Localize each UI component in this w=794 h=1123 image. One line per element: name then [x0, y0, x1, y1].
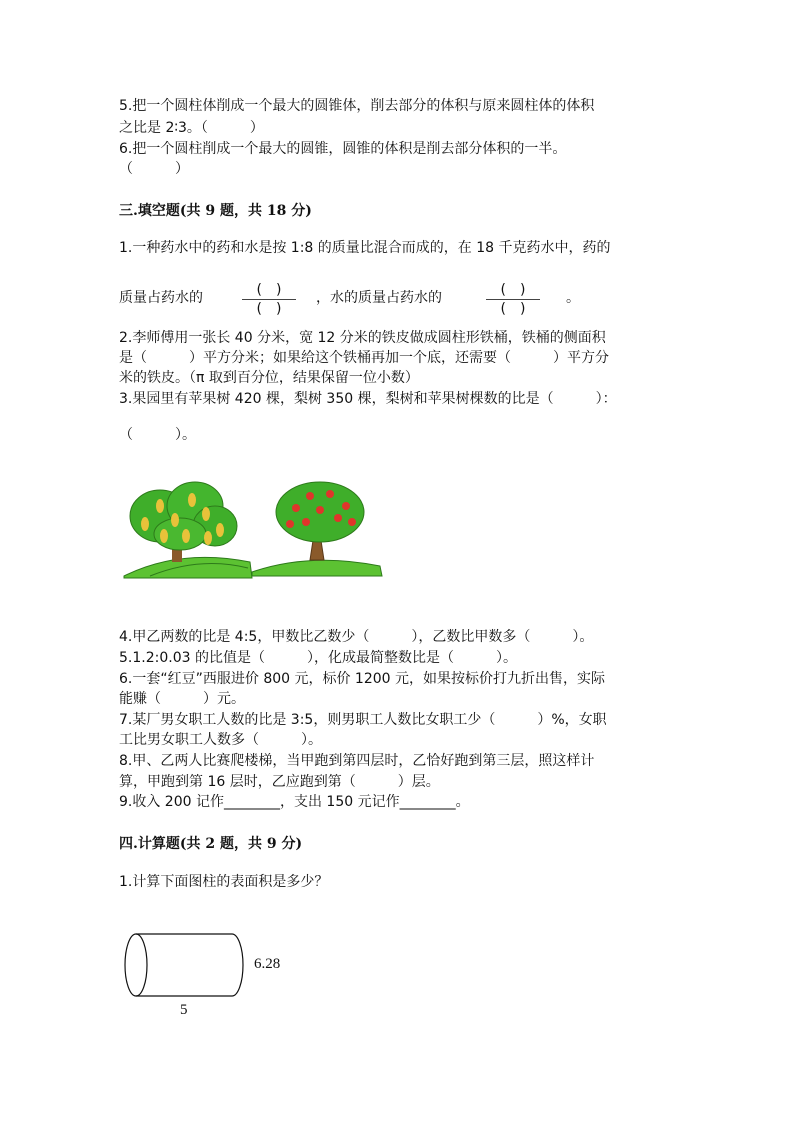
fraction-blank-drug [246, 281, 292, 318]
fill-q4: 4.甲乙两数的比是 4:5，甲数比乙数少（ ），乙数比甲数多（ ）。 [119, 629, 594, 645]
fraction-numerator: ( ) [256, 282, 282, 298]
fill-q3-line2: （ ）。 [119, 427, 196, 443]
fraction-bar [242, 299, 296, 300]
fill-q6-line2: 能赚（ ）元。 [119, 691, 245, 707]
fill-q1-part-a: 质量占药水的 [119, 290, 203, 306]
fill-q3-line1: 3.果园里有苹果树 420 棵，梨树 350 棵，梨树和苹果树棵数的比是（ ）： [119, 391, 617, 407]
calc-q1: 1.计算下面图柱的表面积是多少？ [119, 874, 329, 890]
pear-tree-icon [124, 482, 252, 578]
fill-q9: 9.收入 200 记作________，支出 150 元记作________。 [119, 794, 470, 810]
fill-q2-line2: 是（ ）平方分米；如果给这个铁桶再加一个底，还需要（ ）平方分 [119, 350, 609, 366]
section-3-title: 三.填空题(共 9 题，共 18 分) [119, 203, 312, 219]
fraction-blank-water [490, 281, 536, 318]
cylinder-height-label: 6.28 [254, 956, 281, 972]
judge-q6-line2: （ ） [119, 161, 189, 177]
fill-q5: 5.1.2:0.03 的比值是（ ），化成最简整数比是（ ）。 [119, 650, 517, 666]
fill-q7-line1: 7.某厂男女职工人数的比是 3:5，则男职工人数比女职工少（ ）%，女职 [119, 712, 607, 728]
fill-q2-line1: 2.李师傅用一张长 40 分米，宽 12 分米的铁皮做成圆柱形铁桶，铁桶的侧面积 [119, 330, 606, 346]
fill-q1-part-c: 。 [566, 290, 580, 306]
fill-q8-line2: 算，甲跑到第 16 层时，乙应跑到第（ ）层。 [119, 774, 440, 790]
trees-illustration [120, 476, 390, 584]
fraction-denominator: ( ) [256, 301, 282, 317]
cylinder-figure [122, 930, 252, 1002]
fill-q1-part-b: ，水的质量占药水的 [316, 290, 442, 306]
fraction-numerator: ( ) [500, 282, 526, 298]
judge-q5-line2: 之比是 2∶3。（ ） [119, 120, 264, 136]
fill-q1-line1: 1.一种药水中的药和水是按 1:8 的质量比混合而成的，在 18 千克药水中，药的 [119, 240, 611, 256]
apple-tree-icon [252, 482, 382, 576]
fill-q2-line3: 米的铁皮。（π 取到百分位，结果保留一位小数） [119, 370, 419, 386]
fraction-denominator: ( ) [500, 301, 526, 317]
fill-q7-line2: 工比男女职工人数多（ ）。 [119, 732, 322, 748]
fill-q6-line1: 6.一套“红豆”西服进价 800 元，标价 1200 元，如果按标价打九折出售，实际 [119, 671, 606, 687]
cylinder-length-label: 5 [180, 1002, 188, 1018]
fraction-bar [486, 299, 540, 300]
judge-q6-line1: 6.把一个圆柱削成一个最大的圆锥，圆锥的体积是削去部分体积的一半。 [119, 141, 567, 157]
judge-q5-line1: 5.把一个圆柱体削成一个最大的圆锥体，削去部分的体积与原来圆柱体的体积 [119, 98, 595, 114]
fill-q8-line1: 8.甲、乙两人比赛爬楼梯，当甲跑到第四层时，乙恰好跑到第三层，照这样计 [119, 753, 595, 769]
section-4-title: 四.计算题(共 2 题，共 9 分) [119, 836, 303, 852]
